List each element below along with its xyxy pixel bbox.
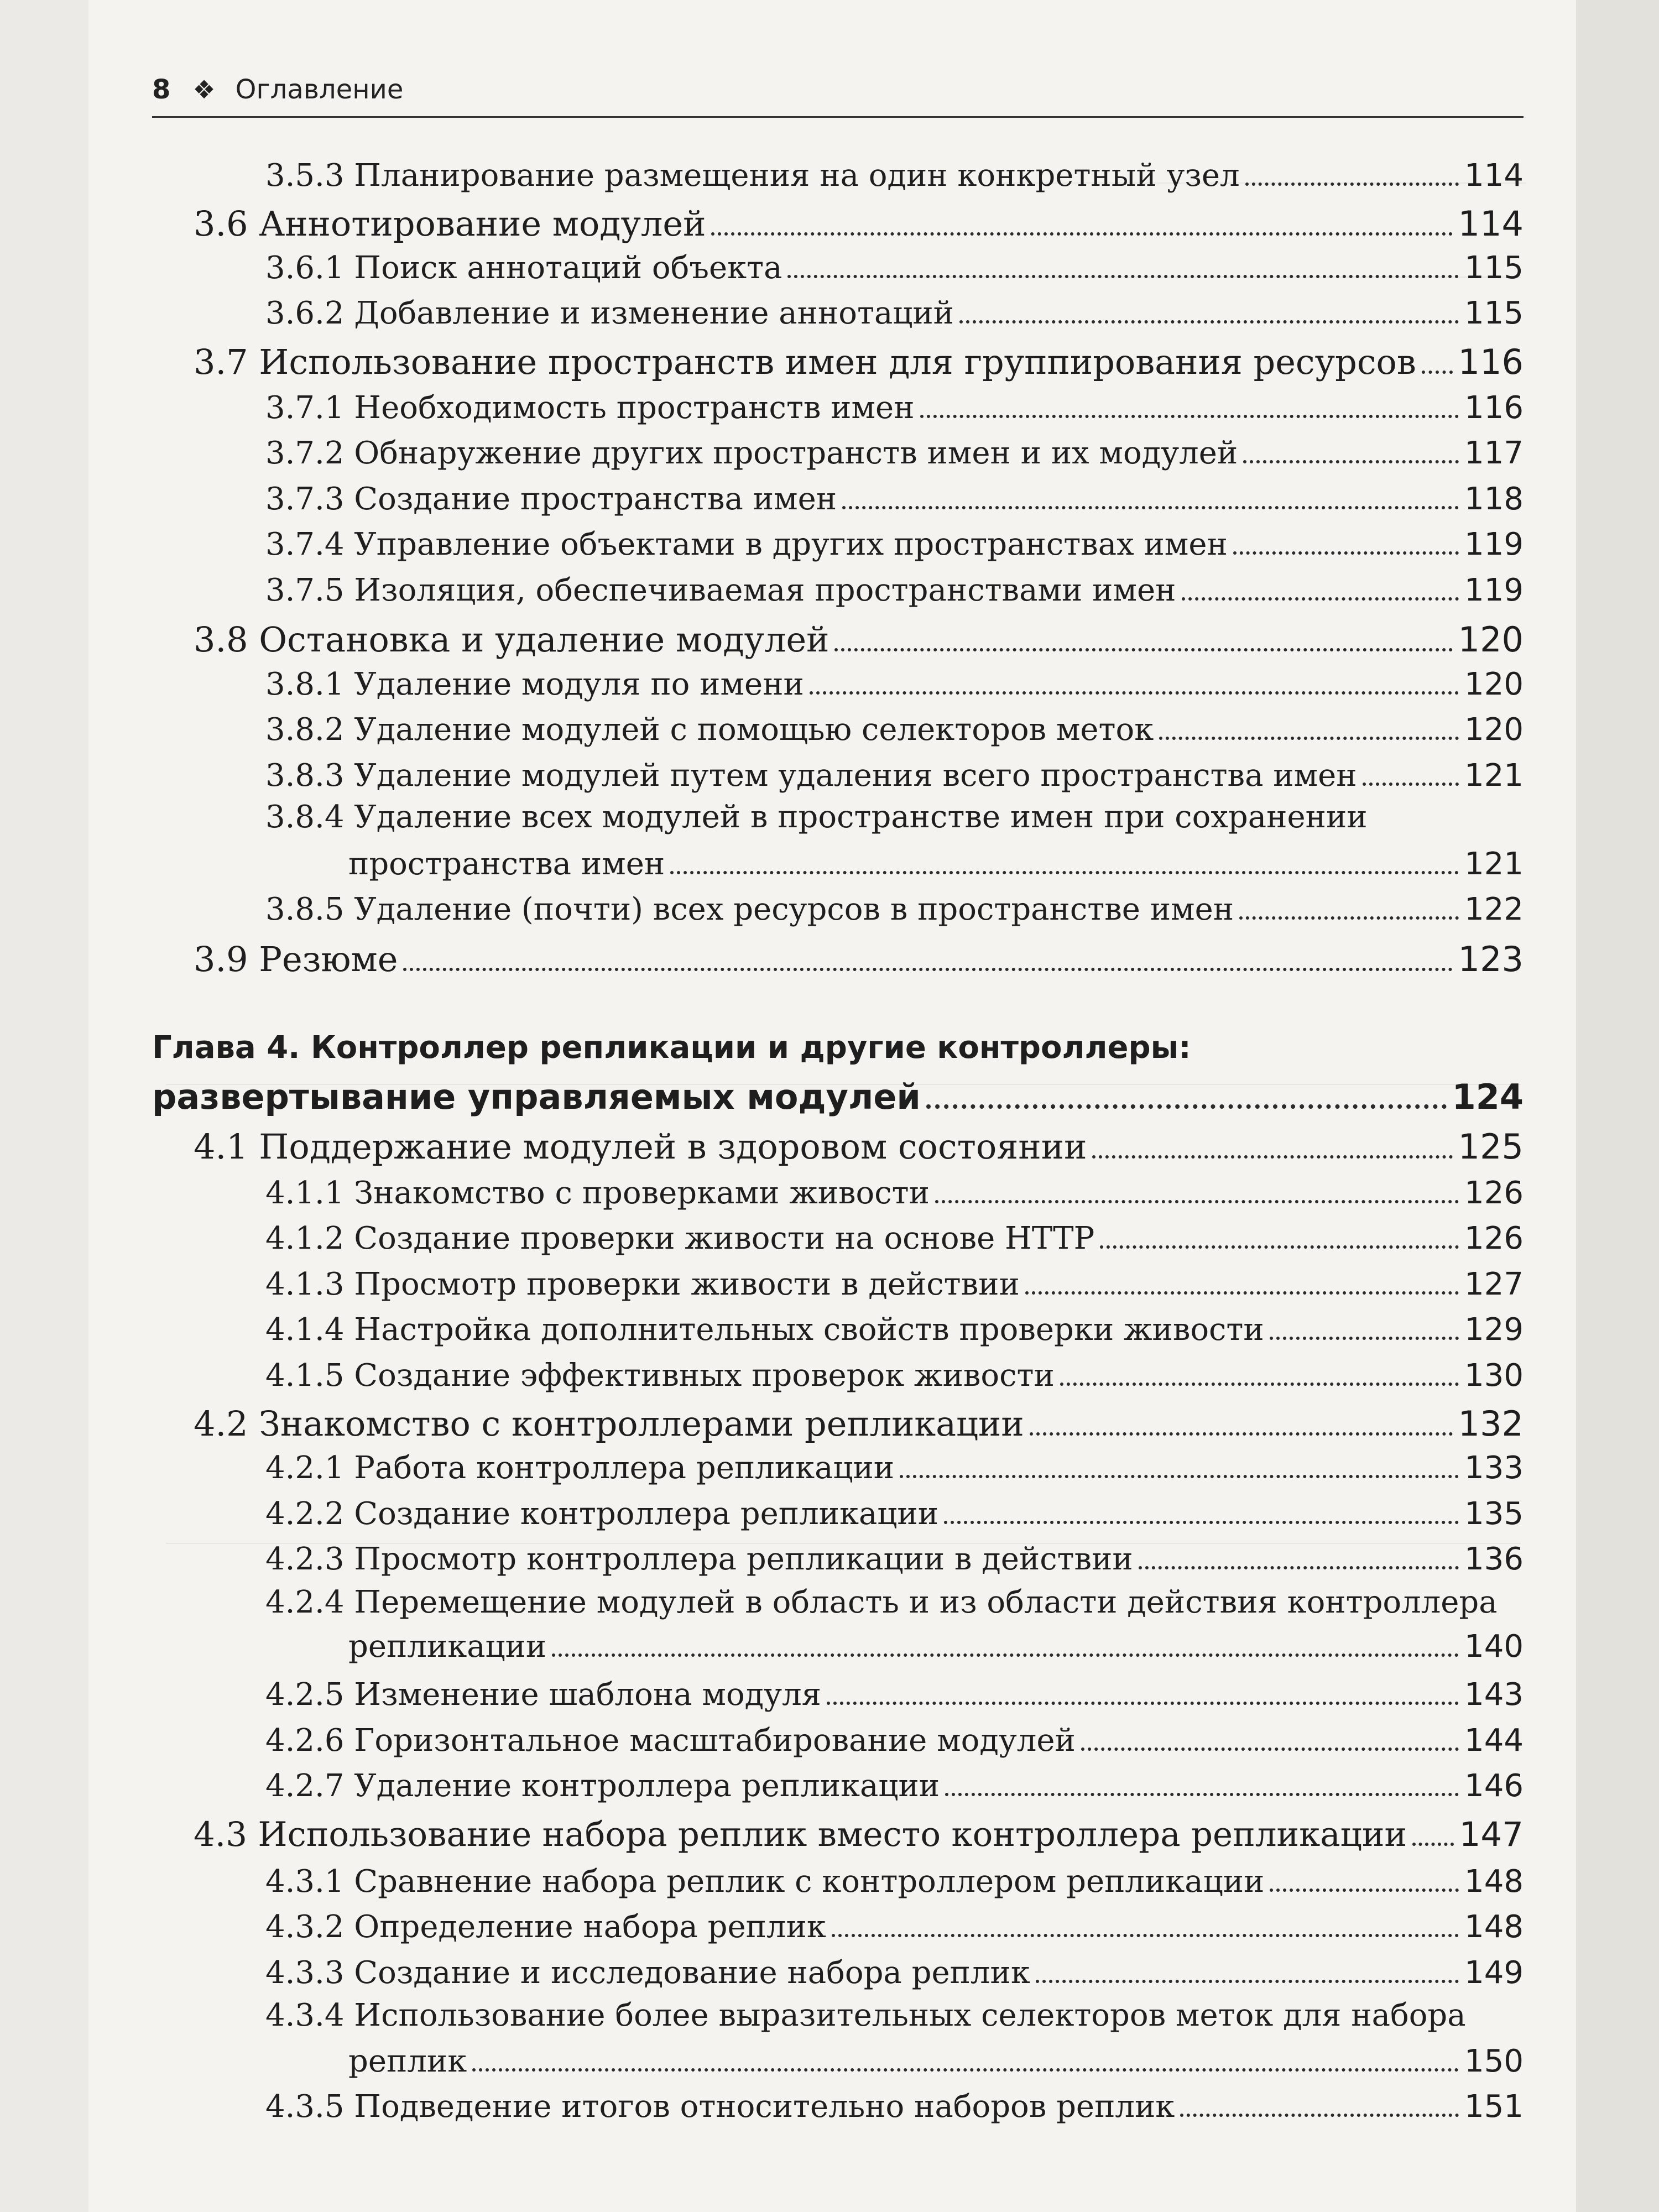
page-number: 144 bbox=[1464, 1723, 1524, 1759]
toc-entry[interactable]: 4.2.2 Создание контроллера репликации 135 bbox=[265, 1496, 1524, 1532]
page-number: 124 bbox=[1452, 1077, 1524, 1117]
toc-section[interactable]: 4.1 Поддержание модулей в здоровом состоянии 125 bbox=[194, 1126, 1524, 1167]
page-number: 146 bbox=[1464, 1768, 1524, 1804]
page-number: 121 bbox=[1464, 758, 1524, 794]
page-number: 125 bbox=[1458, 1126, 1524, 1167]
toc-entry[interactable]: 4.2.7 Удаление контроллера репликации 146 bbox=[265, 1768, 1524, 1804]
toc-entry[interactable]: 3.6.2 Добавление и изменение аннотаций 115 bbox=[265, 295, 1524, 331]
page-number: 121 bbox=[1464, 846, 1524, 882]
toc-entry[interactable]: 4.1.4 Настройка дополнительных свойств проверки живости 129 bbox=[265, 1312, 1524, 1348]
page-number: 126 bbox=[1464, 1175, 1524, 1211]
toc-entry-line1[interactable]: 4.3.4 Использование более выразительных селекторов меток для набора bbox=[265, 1997, 1466, 2033]
header-title: Оглавление bbox=[235, 74, 404, 105]
page-number: 120 bbox=[1464, 666, 1524, 702]
page-number: 119 bbox=[1464, 526, 1524, 562]
toc-entry[interactable]: 3.8.5 Удаление (почти) всех ресурсов в пространстве имен 122 bbox=[265, 891, 1524, 927]
page-number: 116 bbox=[1464, 390, 1524, 426]
toc-entry-line1[interactable]: 3.8.4 Удаление всех модулей в пространстве имен при сохранении bbox=[265, 799, 1368, 835]
toc-entry[interactable]: 4.2.3 Просмотр контроллера репликации в действии 136 bbox=[265, 1541, 1524, 1577]
toc-entry-line1[interactable]: 4.2.4 Перемещение модулей в область и из области действия контроллера bbox=[265, 1584, 1498, 1620]
page-number: 149 bbox=[1464, 1955, 1524, 1991]
chapter-entry[interactable]: развертывание управляемых модулей 124 bbox=[152, 1077, 1524, 1117]
toc-entry-continuation[interactable]: реплик 150 bbox=[348, 2043, 1524, 2079]
page-number: 136 bbox=[1464, 1541, 1524, 1577]
page-number: 119 bbox=[1464, 572, 1524, 608]
toc-section[interactable]: 3.7 Использование пространств имен для группирования ресурсов 116 bbox=[194, 342, 1524, 382]
page-number: 132 bbox=[1458, 1404, 1524, 1444]
toc-entry[interactable]: 4.3.2 Определение набора реплик 148 bbox=[265, 1909, 1524, 1945]
toc-entry[interactable]: 4.3.5 Подведение итогов относительно наборов реплик 151 bbox=[265, 2089, 1524, 2125]
toc-entry[interactable]: 4.2.1 Работа контроллера репликации 133 bbox=[265, 1450, 1524, 1486]
toc-entry[interactable]: 4.1.5 Создание эффективных проверок живости 130 bbox=[265, 1358, 1524, 1394]
ornament-icon: ❖ bbox=[192, 75, 216, 105]
toc-entry[interactable]: 3.8.1 Удаление модуля по имени 120 bbox=[265, 666, 1524, 702]
toc-entry[interactable]: 3.8.3 Удаление модулей путем удаления всего пространства имен 121 bbox=[265, 758, 1524, 794]
toc-entry[interactable]: 4.3.1 Сравнение набора реплик с контроллером репликации 148 bbox=[265, 1864, 1524, 1900]
chapter-title-line1[interactable]: Глава 4. Контроллер репликации и другие контроллеры: bbox=[152, 1030, 1191, 1066]
page-number: 122 bbox=[1464, 891, 1524, 927]
page-number: 129 bbox=[1464, 1312, 1524, 1348]
page-number: 115 bbox=[1464, 295, 1524, 331]
page-number: 120 bbox=[1464, 712, 1524, 748]
toc-entry[interactable]: 3.6.1 Поиск аннотаций объекта 115 bbox=[265, 250, 1524, 286]
page-number: 148 bbox=[1464, 1909, 1524, 1945]
toc-section[interactable]: 4.3 Использование набора реплик вместо контроллера репликации 147 bbox=[194, 1815, 1524, 1854]
page-number: 133 bbox=[1464, 1450, 1524, 1486]
page-number: 120 bbox=[1458, 619, 1524, 660]
toc-entry[interactable]: 3.5.3 Планирование размещения на один конкретный узел 114 bbox=[265, 158, 1524, 194]
page-number: 151 bbox=[1464, 2089, 1524, 2125]
toc-entry[interactable]: 3.7.1 Необходимость пространств имен 116 bbox=[265, 390, 1524, 426]
toc-entry[interactable]: 4.2.6 Горизонтальное масштабирование модулей 144 bbox=[265, 1723, 1524, 1759]
toc-entry[interactable]: 3.7.4 Управление объектами в других пространствах имен 119 bbox=[265, 526, 1524, 562]
page-number: 148 bbox=[1464, 1864, 1524, 1900]
page-number: 8 bbox=[152, 74, 171, 105]
page-number: 130 bbox=[1464, 1358, 1524, 1394]
page-number: 114 bbox=[1464, 158, 1524, 194]
page-number: 123 bbox=[1458, 939, 1524, 979]
toc-entry-continuation[interactable]: пространства имен 121 bbox=[348, 846, 1524, 882]
page-number: 135 bbox=[1464, 1496, 1524, 1532]
toc-entry[interactable]: 4.1.1 Знакомство с проверками живости 126 bbox=[265, 1175, 1524, 1211]
page-number: 116 bbox=[1458, 342, 1524, 382]
toc-section[interactable]: 3.8 Остановка и удаление модулей 120 bbox=[194, 619, 1524, 660]
page-number: 115 bbox=[1464, 250, 1524, 286]
toc-entry[interactable]: 4.2.5 Изменение шаблона модуля 143 bbox=[265, 1677, 1524, 1713]
toc-entry[interactable]: 3.7.5 Изоляция, обеспечиваемая пространствами имен 119 bbox=[265, 572, 1524, 608]
toc-section[interactable]: 4.2 Знакомство с контроллерами репликации 132 bbox=[194, 1404, 1524, 1444]
toc-entry[interactable]: 4.3.3 Создание и исследование набора реплик 149 bbox=[265, 1955, 1524, 1991]
page-number: 140 bbox=[1464, 1629, 1524, 1665]
toc-section[interactable]: 3.9 Резюме 123 bbox=[194, 939, 1524, 979]
page-number: 143 bbox=[1464, 1677, 1524, 1713]
page-number: 126 bbox=[1464, 1220, 1524, 1256]
page-number: 147 bbox=[1459, 1815, 1524, 1854]
toc-entry[interactable]: 4.1.3 Просмотр проверки живости в действии 127 bbox=[265, 1266, 1524, 1302]
toc-entry[interactable]: 3.8.2 Удаление модулей с помощью селекторов меток 120 bbox=[265, 712, 1524, 748]
toc-entry[interactable]: 4.1.2 Создание проверки живости на основе HTTP 126 bbox=[265, 1220, 1524, 1256]
page-number: 114 bbox=[1458, 204, 1524, 244]
toc-entry[interactable]: 3.7.3 Создание пространства имен 118 bbox=[265, 481, 1524, 517]
page-number: 118 bbox=[1464, 481, 1524, 517]
toc-entry-continuation[interactable]: репликации 140 bbox=[348, 1629, 1524, 1665]
toc-entry[interactable]: 3.7.2 Обнаружение других пространств имен и их модулей 117 bbox=[265, 435, 1524, 471]
page-number: 127 bbox=[1464, 1266, 1524, 1302]
page-number: 117 bbox=[1464, 435, 1524, 471]
toc-section[interactable]: 3.6 Аннотирование модулей 114 bbox=[194, 204, 1524, 244]
page-number: 150 bbox=[1464, 2043, 1524, 2079]
